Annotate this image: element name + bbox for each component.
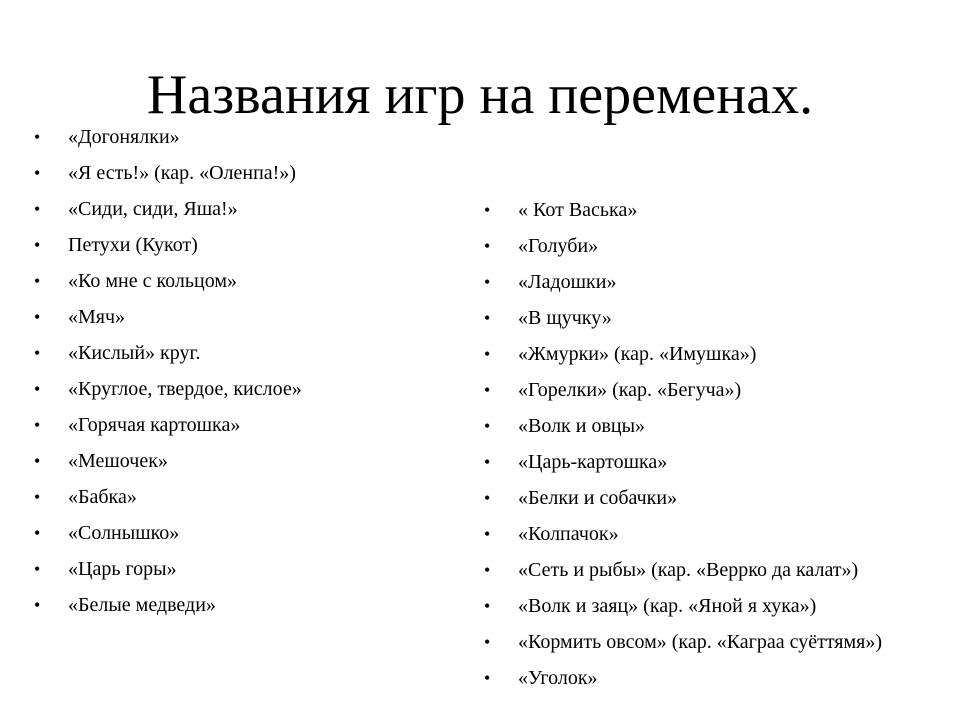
bullet-icon: •	[484, 596, 491, 616]
bullet-icon: •	[484, 488, 491, 508]
bullet-icon: •	[34, 343, 41, 363]
list-item	[484, 629, 924, 655]
list-item	[484, 233, 924, 259]
list-item-text: «Догонялки»	[68, 126, 180, 148]
list-item	[484, 413, 924, 439]
list-item-text: «Уголок»	[518, 667, 598, 689]
bullet-icon: •	[34, 451, 41, 471]
games-list-left	[34, 124, 464, 628]
bullet-icon: •	[34, 271, 41, 291]
list-item-text: «Колпачок»	[518, 523, 619, 545]
bullet-icon: •	[484, 668, 491, 688]
list-item-text: «Жмурки» (кар. «Имушка»)	[518, 343, 757, 365]
list-item	[34, 556, 464, 582]
list-item	[34, 268, 464, 294]
bullet-icon: •	[34, 523, 41, 543]
bullet-icon: •	[34, 127, 41, 147]
list-item-text: «Кислый» круг.	[68, 342, 201, 364]
bullet-icon: •	[484, 344, 491, 364]
bullet-icon: •	[484, 380, 491, 400]
list-item-text: «Голуби»	[518, 235, 599, 257]
list-item-text: «Мешочек»	[68, 450, 168, 472]
list-item-text: «Горелки» (кар. «Бегуча»)	[518, 379, 742, 401]
list-item	[484, 197, 924, 223]
list-item-text: «Круглое, твердое, кислое»	[68, 378, 302, 400]
list-item	[34, 520, 464, 546]
list-item	[34, 448, 464, 474]
bullet-icon: •	[34, 199, 41, 219]
bullet-icon: •	[34, 595, 41, 615]
bullet-icon: •	[484, 308, 491, 328]
games-list-right	[484, 197, 924, 701]
list-item	[484, 665, 924, 691]
list-item	[34, 484, 464, 510]
list-item	[34, 232, 464, 258]
list-item	[34, 340, 464, 366]
list-item	[484, 341, 924, 367]
bullet-icon: •	[484, 200, 491, 220]
list-item	[34, 376, 464, 402]
list-item-text: Петухи (Кукот)	[68, 234, 198, 256]
list-item	[34, 304, 464, 330]
bullet-icon: •	[484, 236, 491, 256]
list-item	[484, 377, 924, 403]
bullet-icon: •	[34, 559, 41, 579]
list-item	[484, 305, 924, 331]
list-item-text: «Белые медведи»	[68, 594, 216, 616]
list-item-text: « Кот Васька»	[518, 199, 638, 221]
list-item	[34, 592, 464, 618]
bullet-icon: •	[34, 487, 41, 507]
list-item-text: «Волк и овцы»	[518, 415, 646, 437]
list-item	[484, 449, 924, 475]
list-item-text: «Царь-картошка»	[518, 451, 668, 473]
list-item-text: «Кормить овсом» (кар. «Каграа суёттямя»)	[518, 631, 883, 653]
list-item-text: «Волк и заяц» (кар. «Яной я хука»)	[518, 595, 817, 617]
bullet-icon: •	[34, 163, 41, 183]
list-item-text: «Бабка»	[68, 486, 137, 508]
list-item-text: «Мяч»	[68, 306, 126, 328]
list-item-text: «Ко мне с кольцом»	[68, 270, 237, 292]
bullet-icon: •	[484, 272, 491, 292]
list-item-text: «Ладошки»	[518, 271, 617, 293]
list-item-text: «Царь горы»	[68, 558, 177, 580]
bullet-icon: •	[34, 235, 41, 255]
list-item	[34, 160, 464, 186]
list-item-text: «Белки и собачки»	[518, 487, 678, 509]
list-item	[34, 196, 464, 222]
list-item	[34, 412, 464, 438]
bullet-icon: •	[34, 379, 41, 399]
list-item	[484, 485, 924, 511]
list-item-text: «Солнышко»	[68, 522, 180, 544]
slide-title: Названия игр на переменах.	[146, 64, 814, 126]
list-item	[34, 124, 464, 150]
bullet-icon: •	[484, 560, 491, 580]
bullet-icon: •	[484, 632, 491, 652]
list-item-text: «Я есть!» (кар. «Оленпа!»)	[68, 162, 296, 184]
list-item-text: «Горячая картошка»	[68, 414, 241, 436]
list-item	[484, 269, 924, 295]
list-item-text: «Сеть и рыбы» (кар. «Веррко да калат»)	[518, 559, 859, 581]
list-item	[484, 521, 924, 547]
list-item	[484, 593, 924, 619]
list-item	[484, 557, 924, 583]
bullet-icon: •	[34, 307, 41, 327]
bullet-icon: •	[484, 524, 491, 544]
bullet-icon: •	[34, 415, 41, 435]
list-item-text: «Сиди, сиди, Яша!»	[68, 198, 238, 220]
list-item-text: «В щучку»	[518, 307, 612, 329]
bullet-icon: •	[484, 452, 491, 472]
bullet-icon: •	[484, 416, 491, 436]
